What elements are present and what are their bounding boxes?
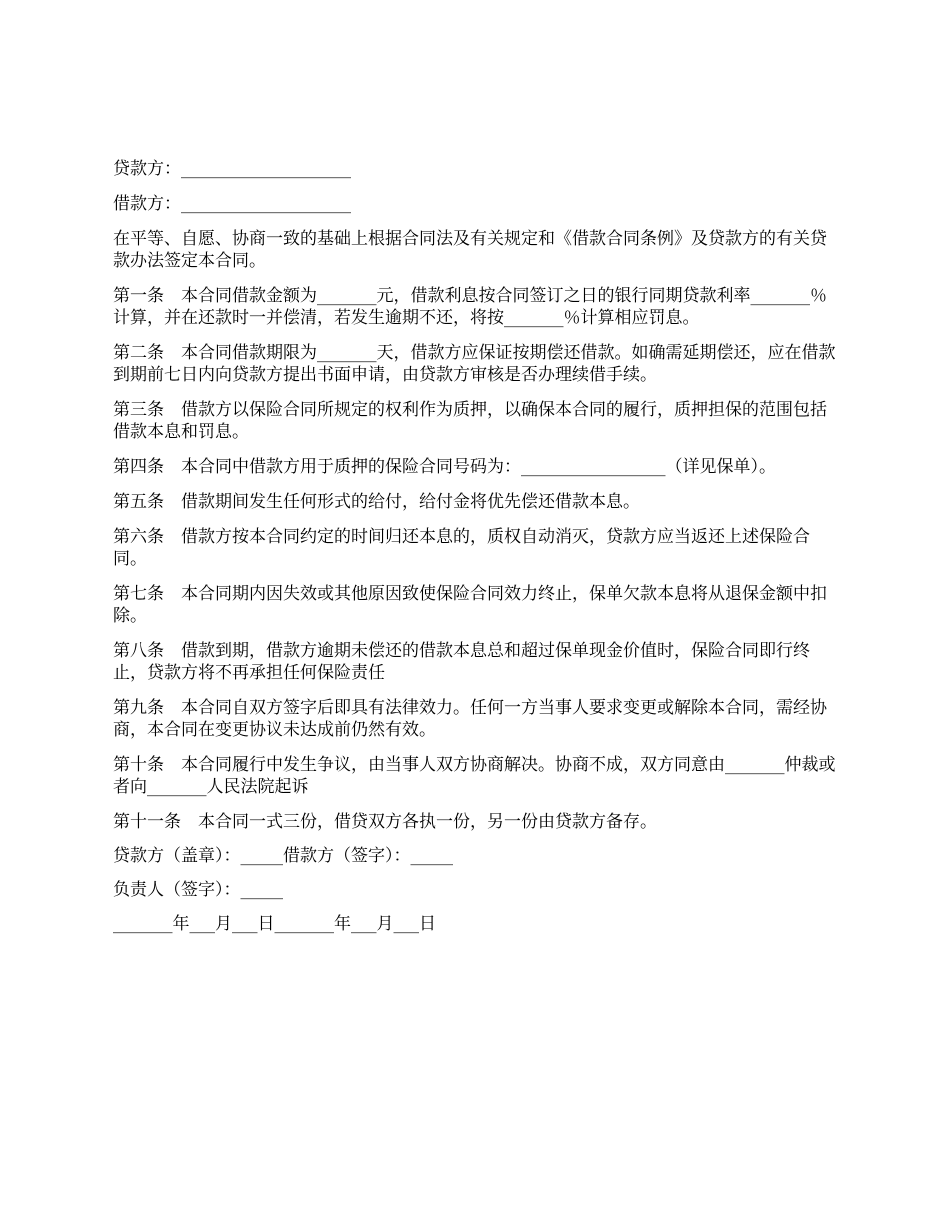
preamble: 在平等、自愿、协商一致的基础上根据合同法及有关规定和《借款合同条例》及贷款方的有关贷款办法签定本合同。 bbox=[113, 229, 827, 271]
article-7: 第七条 本合同期内因失效或其他原因致使保险合同效力终止，保单欠款本息将从退保金额中扣除。 bbox=[113, 584, 827, 626]
responsible-line: 负责人（签字）：_____ bbox=[113, 880, 283, 900]
article-10: 第十条 本合同履行中发生争议，由当事人双方协商解决。协商不成，双方同意由_______仲裁或者向_______人民法院起诉 bbox=[113, 755, 836, 797]
contract-document bbox=[113, 158, 841, 948]
article-9: 第九条 本合同自双方签字后即具有法律效力。任何一方当事人要求变更或解除本合同，需经协商，本合同在变更协议未达成前仍然有效。 bbox=[113, 698, 827, 740]
lender-line: 贷款方：____________________ bbox=[113, 159, 351, 179]
article-3: 第三条 借款方以保险合同所规定的权利作为质押，以确保本合同的履行，质押担保的范围包括借款本息和罚息。 bbox=[113, 400, 827, 442]
article-8: 第八条 借款到期，借款方逾期未偿还的借款本息总和超过保单现金价值时，保险合同即行终止，贷款方将不再承担任何保险责任 bbox=[113, 641, 810, 683]
borrower-line: 借款方：____________________ bbox=[113, 194, 351, 214]
date-line: _______年___月___日_______年___月___日 bbox=[113, 914, 436, 934]
article-6: 第六条 借款方按本合同约定的时间归还本息的，质权自动消灭，贷款方应当返还上述保险合同。 bbox=[113, 527, 810, 569]
article-5: 第五条 借款期间发生任何形式的给付，给付金将优先偿还借款本息。 bbox=[113, 492, 640, 512]
article-4: 第四条 本合同中借款方用于质押的保险合同号码为：_________________（详见保单）。 bbox=[113, 457, 776, 477]
article-1: 第一条 本合同借款金额为_______元，借款利息按合同签订之日的银行同期贷款利率_______％计算，并在还款时一并偿清，若发生逾期不还，将按_______％计算相应罚息。 bbox=[113, 286, 827, 328]
article-2: 第二条 本合同借款期限为_______天，借款方应保证按期偿还借款。如确需延期偿还，应在借款到期前七日内向贷款方提出书面申请，由贷款方审核是否办理续借手续。 bbox=[113, 343, 836, 385]
signature-line: 贷款方（盖章）：_____借款方（签字）：_____ bbox=[113, 846, 453, 866]
article-11: 第十一条 本合同一式三份，借贷双方各执一份，另一份由贷款方备存。 bbox=[113, 812, 657, 832]
